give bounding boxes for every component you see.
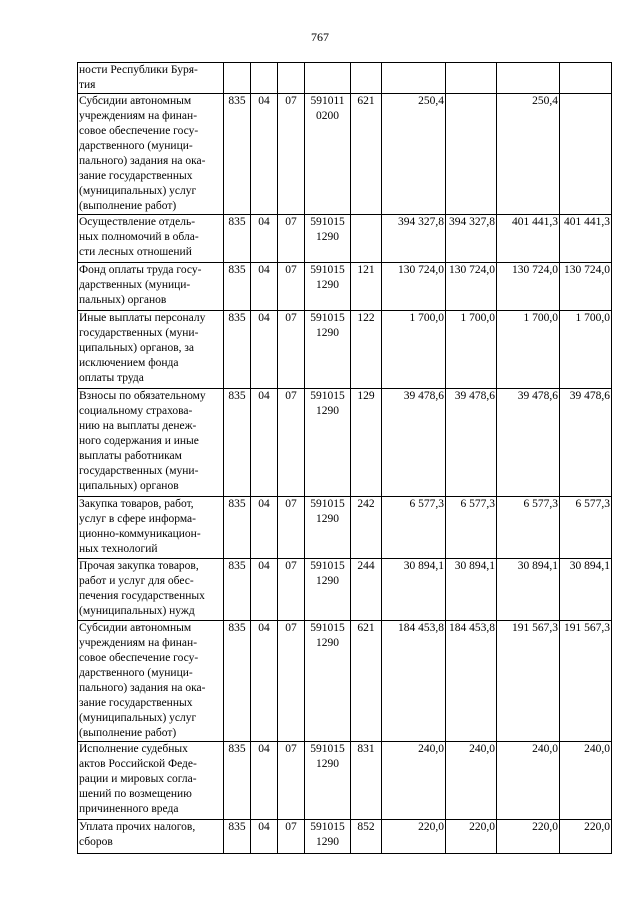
name-line: (муниципальных) нужд [79,605,195,617]
subsection-cell: 07 [278,94,305,215]
subsection-cell: 07 [278,621,305,742]
table-row [78,742,612,820]
amount-cell: 30 894,1 [560,559,612,621]
amount-cell [560,63,612,94]
target-line: 591015 [310,622,345,634]
target-line: 1290 [316,575,339,587]
target-article-cell [305,263,351,311]
subsection-cell: 07 [278,497,305,559]
expense-type-cell: 122 [351,311,382,389]
amount-cell: 39 478,6 [560,389,612,497]
item-name-cell [78,311,224,389]
table-row [78,63,612,94]
amount-cell: 401 441,3 [497,215,560,263]
name-line: ных технологий [79,543,158,555]
amount-cell: 130 724,0 [560,263,612,311]
name-line: дарственного (муници- [79,667,193,679]
name-line: (муниципальных) услуг [79,712,197,724]
section-cell: 04 [251,742,278,820]
target-line: 591015 [310,498,345,510]
target-line: 1290 [316,836,339,848]
name-line: Осуществление отдель- [79,216,196,228]
target-line: 591015 [310,390,345,402]
name-line: работ и услуг для обес- [79,575,194,587]
amount-cell [382,63,446,94]
table-body [78,63,612,854]
amount-cell: 394 327,8 [446,215,497,263]
expense-type-cell: 242 [351,497,382,559]
ministry-code-cell: 835 [224,559,251,621]
ministry-code-cell: 835 [224,94,251,215]
subsection-cell: 07 [278,820,305,854]
amount-cell: 250,4 [382,94,446,215]
section-cell: 04 [251,621,278,742]
name-line: сти лесных отношений [79,246,192,258]
section-cell: 04 [251,215,278,263]
item-name-cell [78,559,224,621]
expense-type-cell: 129 [351,389,382,497]
expense-type-cell: 852 [351,820,382,854]
amount-cell: 240,0 [497,742,560,820]
name-line: (выполнение работ) [79,200,177,212]
table-row [78,497,612,559]
target-article-cell [305,742,351,820]
amount-cell: 6 577,3 [560,497,612,559]
section-cell: 04 [251,311,278,389]
name-line: Уплата прочих налогов, [79,821,196,833]
name-line: Исполнение судебных [79,743,188,755]
item-name-cell [78,63,224,94]
name-line: ности Республики Буря- [79,64,198,76]
target-line: 1290 [316,405,339,417]
ministry-code-cell: 835 [224,215,251,263]
amount-cell [446,94,497,215]
amount-cell: 1 700,0 [446,311,497,389]
target-line: 591015 [310,312,345,324]
item-name-cell [78,389,224,497]
name-line: учреждениям на финан- [79,110,198,122]
name-line: пального) задания на ока- [79,682,206,694]
table-row [78,215,612,263]
expense-type-cell: 121 [351,263,382,311]
target-line: 1290 [316,637,339,649]
expense-type-cell: 621 [351,94,382,215]
expense-type-cell [351,63,382,94]
name-line: исключением фонда [79,357,179,369]
item-name-cell [78,94,224,215]
name-line: зание государственных [79,170,193,182]
name-line: совое обеспечение госу- [79,125,199,137]
name-line: дарственного (муници- [79,140,193,152]
expense-type-cell [351,215,382,263]
ministry-code-cell: 835 [224,621,251,742]
amount-cell: 240,0 [560,742,612,820]
name-line: ционно-коммуникацион- [79,528,201,540]
section-cell: 04 [251,559,278,621]
name-line: Субсидии автономным [79,622,192,634]
name-line: рации и мировых согла- [79,773,197,785]
target-article-cell [305,389,351,497]
amount-cell: 30 894,1 [497,559,560,621]
target-article-cell [305,820,351,854]
amount-cell: 394 327,8 [382,215,446,263]
name-line: социальному страхова- [79,405,193,417]
table-row [78,94,612,215]
ministry-code-cell: 835 [224,263,251,311]
amount-cell: 191 567,3 [497,621,560,742]
amount-cell: 30 894,1 [382,559,446,621]
target-line: 1290 [316,513,339,525]
name-line: (выполнение работ) [79,727,177,739]
table-row [78,263,612,311]
target-line: 591015 [310,560,345,572]
target-article-cell [305,311,351,389]
amount-cell: 220,0 [446,820,497,854]
item-name-cell [78,820,224,854]
amount-cell: 39 478,6 [497,389,560,497]
ministry-code-cell: 835 [224,389,251,497]
amount-cell: 1 700,0 [497,311,560,389]
target-line: 1290 [316,279,339,291]
section-cell: 04 [251,94,278,215]
name-line: учреждениям на финан- [79,637,198,649]
name-line: (муниципальных) услуг [79,185,197,197]
ministry-code-cell: 835 [224,311,251,389]
page-number: 767 [311,30,329,44]
name-line: тия [79,79,96,91]
name-line: Субсидии автономным [79,95,192,107]
name-line: нию на выплаты денеж- [79,420,197,432]
name-line: выплаты работникам [79,450,182,462]
item-name-cell [78,742,224,820]
name-line: ципальных) органов, за [79,342,195,354]
target-line: 591015 [310,264,345,276]
name-line: ного содержания и иные [79,435,199,447]
name-line: зание государственных [79,697,193,709]
name-line: пальных) органов [79,294,167,306]
name-line: Фонд оплаты труда госу- [79,264,202,276]
amount-cell: 220,0 [382,820,446,854]
ministry-code-cell: 835 [224,820,251,854]
name-line: Взносы по обязательному [79,390,206,402]
amount-cell: 130 724,0 [446,263,497,311]
amount-cell: 6 577,3 [497,497,560,559]
target-line: 591011 [310,95,345,107]
amount-cell: 184 453,8 [446,621,497,742]
target-line: 591015 [310,216,345,228]
table-row [78,820,612,854]
target-line: 591015 [310,743,345,755]
item-name-cell [78,215,224,263]
name-line: актов Российской Феде- [79,758,197,770]
name-line: причиненного вреда [79,803,179,815]
name-line: ных полномочий в обла- [79,231,199,243]
table-row [78,389,612,497]
target-line: 0200 [316,110,339,122]
amount-cell [497,63,560,94]
item-name-cell [78,263,224,311]
name-line: совое обеспечение госу- [79,652,199,664]
subsection-cell: 07 [278,389,305,497]
amount-cell: 6 577,3 [446,497,497,559]
amount-cell: 220,0 [497,820,560,854]
target-article-cell [305,559,351,621]
target-article-cell [305,497,351,559]
item-name-cell [78,497,224,559]
target-line: 591015 [310,821,345,833]
target-article-cell [305,215,351,263]
ministry-code-cell: 835 [224,497,251,559]
ministry-code-cell [224,63,251,94]
name-line: сборов [79,836,113,848]
name-line: Прочая закупка товаров, [79,560,199,572]
subsection-cell: 07 [278,559,305,621]
budget-table [77,62,612,854]
section-cell: 04 [251,389,278,497]
amount-cell: 240,0 [446,742,497,820]
subsection-cell: 07 [278,742,305,820]
amount-cell: 184 453,8 [382,621,446,742]
name-line: Иные выплаты персоналу [79,312,206,324]
expense-type-cell: 621 [351,621,382,742]
amount-cell: 1 700,0 [382,311,446,389]
amount-cell: 39 478,6 [446,389,497,497]
amount-cell: 250,4 [497,94,560,215]
name-line: государственных (муни- [79,465,199,477]
item-name-cell [78,621,224,742]
name-line: печения государственных [79,590,205,602]
target-article-cell [305,94,351,215]
name-line: дарственных (муници- [79,279,191,291]
amount-cell: 130 724,0 [382,263,446,311]
expense-type-cell: 831 [351,742,382,820]
table-row [78,311,612,389]
amount-cell: 1 700,0 [560,311,612,389]
amount-cell [560,94,612,215]
name-line: оплаты труда [79,372,144,384]
ministry-code-cell: 835 [224,742,251,820]
amount-cell: 6 577,3 [382,497,446,559]
section-cell: 04 [251,497,278,559]
target-line: 1290 [316,231,339,243]
section-cell: 04 [251,820,278,854]
amount-cell: 30 894,1 [446,559,497,621]
table-row [78,559,612,621]
amount-cell [446,63,497,94]
amount-cell: 401 441,3 [560,215,612,263]
subsection-cell: 07 [278,263,305,311]
target-line: 1290 [316,758,339,770]
subsection-cell: 07 [278,311,305,389]
amount-cell: 220,0 [560,820,612,854]
target-line: 1290 [316,327,339,339]
amount-cell: 130 724,0 [497,263,560,311]
amount-cell: 39 478,6 [382,389,446,497]
target-article-cell [305,621,351,742]
subsection-cell [278,63,305,94]
name-line: государственных (муни- [79,327,199,339]
target-article-cell [305,63,351,94]
amount-cell: 240,0 [382,742,446,820]
name-line: ципальных) органов [79,480,179,492]
subsection-cell: 07 [278,215,305,263]
section-cell: 04 [251,263,278,311]
name-line: Закупка товаров, работ, [79,498,194,510]
name-line: услуг в сфере информа- [79,513,196,525]
expense-type-cell: 244 [351,559,382,621]
amount-cell: 191 567,3 [560,621,612,742]
name-line: пального) задания на ока- [79,155,206,167]
name-line: шений по возмещению [79,788,192,800]
section-cell [251,63,278,94]
table-row [78,621,612,742]
